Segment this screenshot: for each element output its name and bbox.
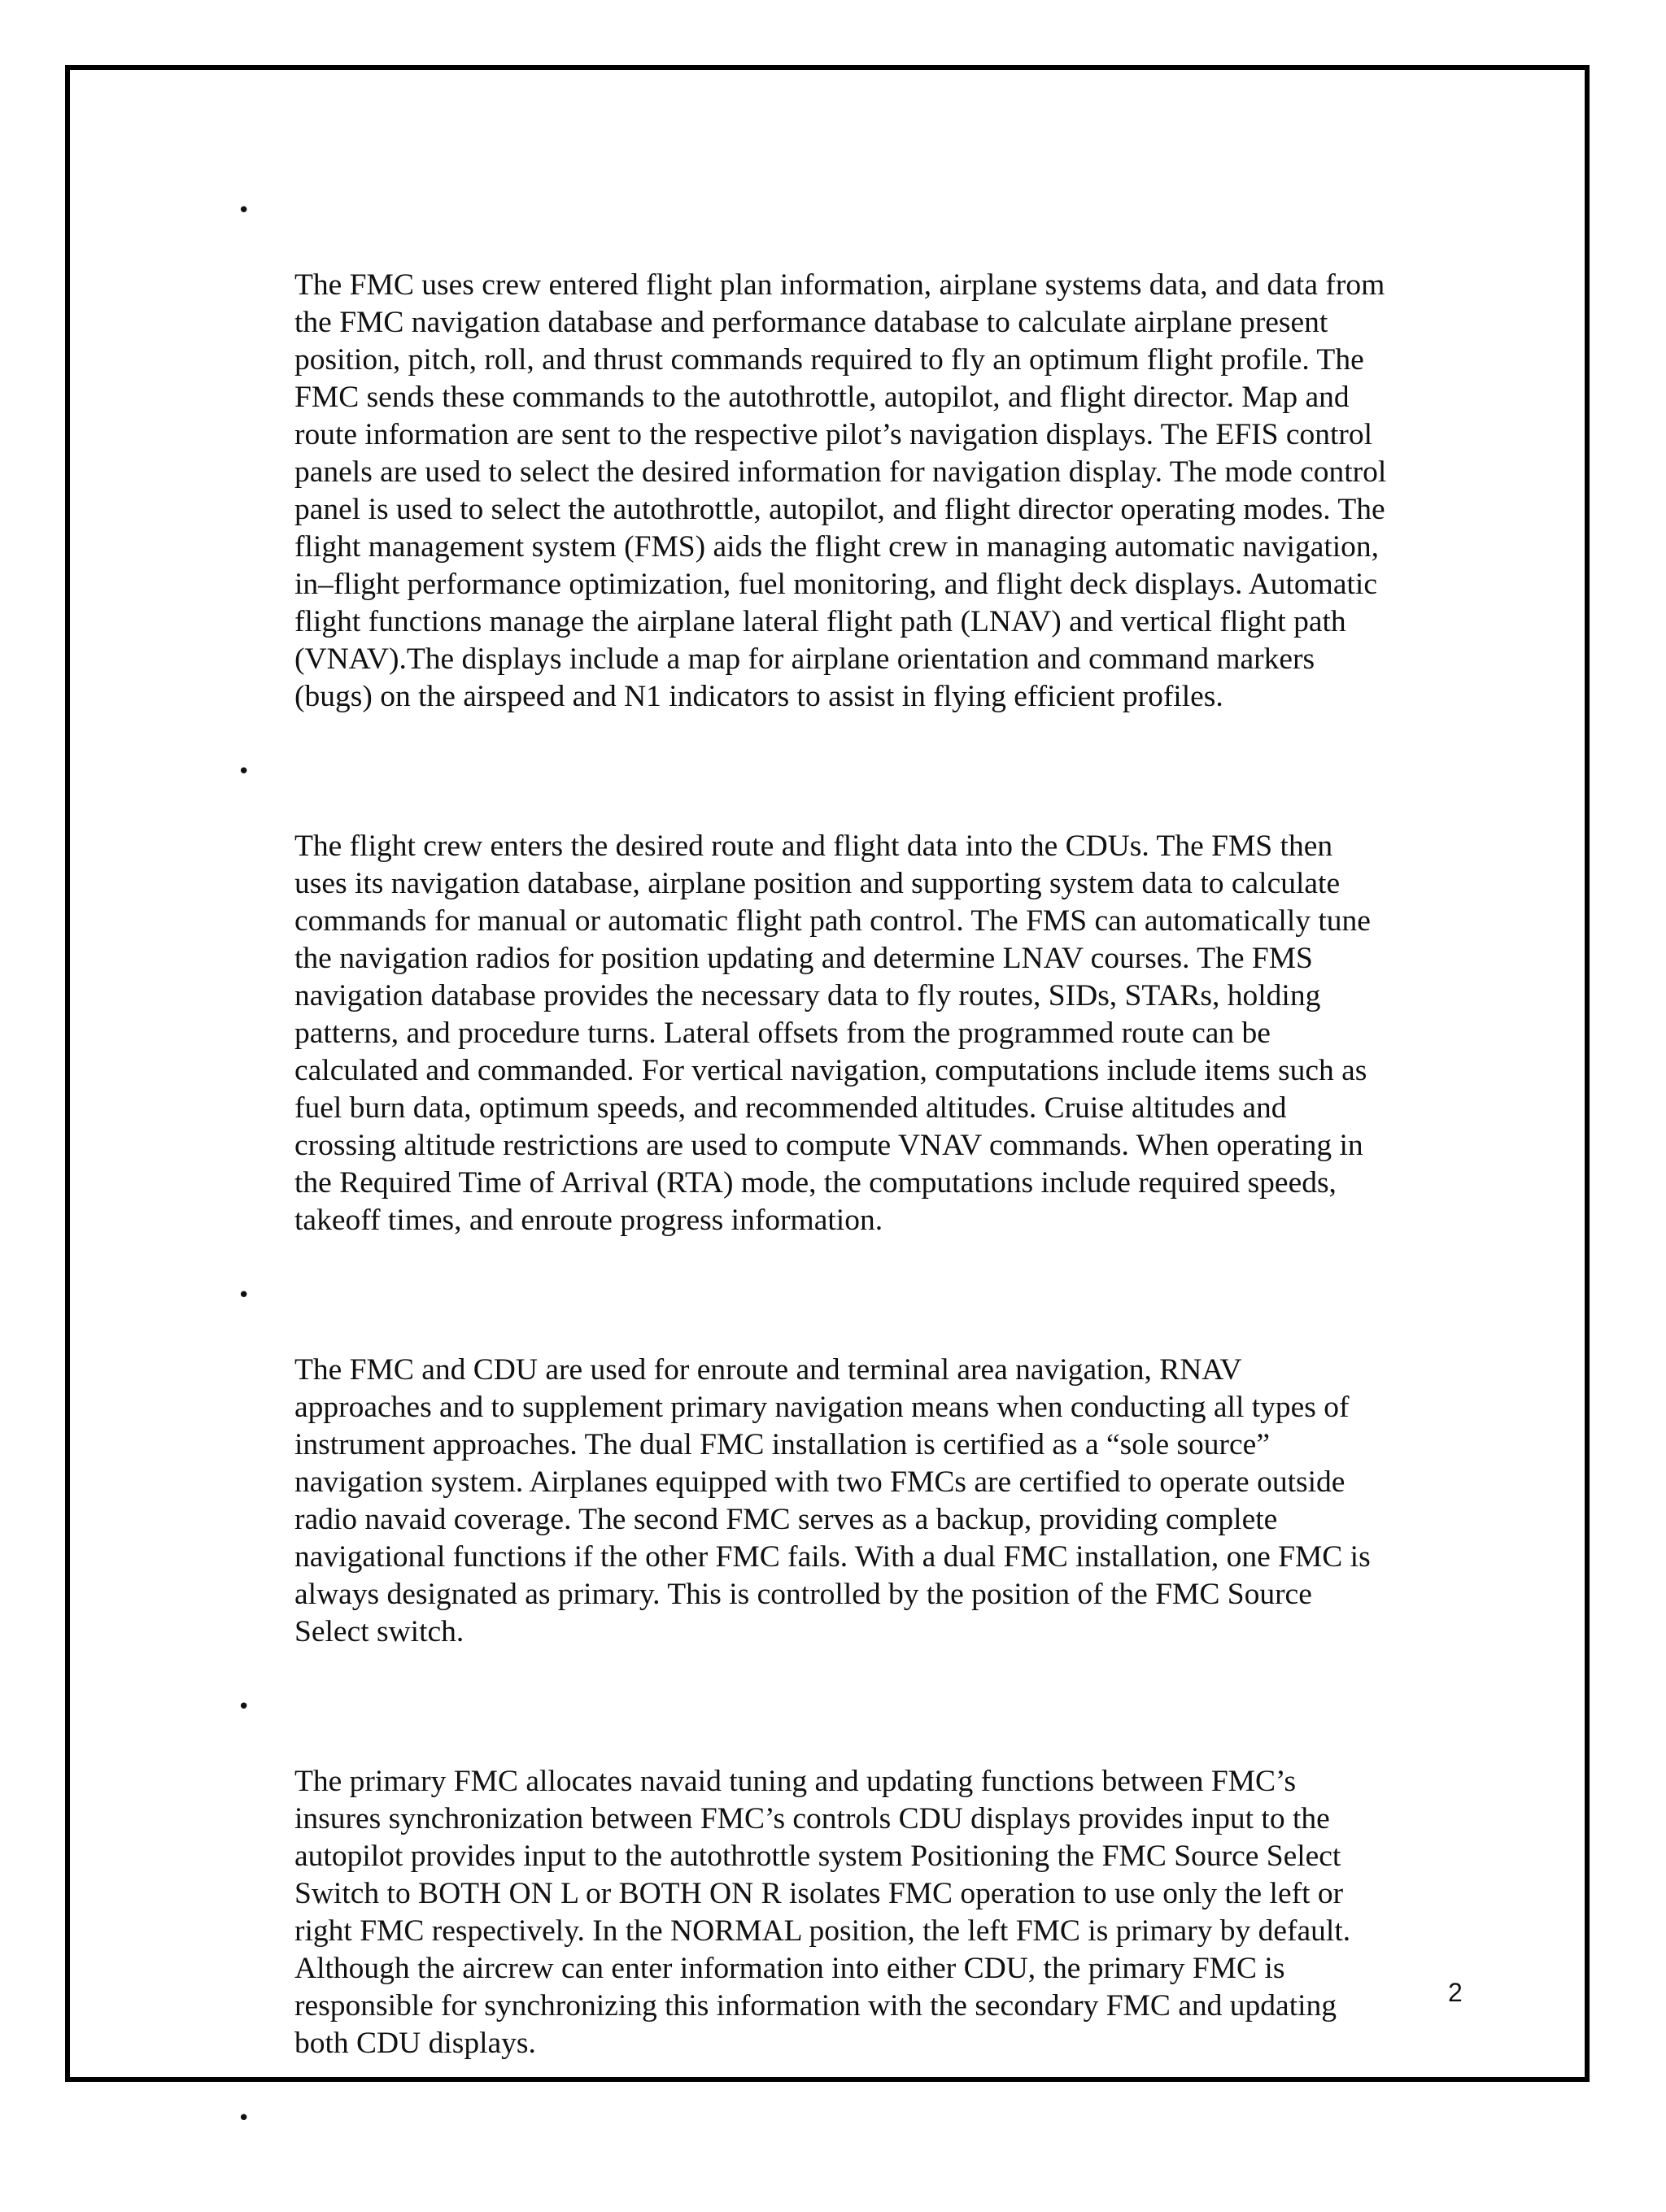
bullet-item-1	[238, 192, 1477, 753]
bullet-text: The flight crew enters the desired route and flight data into the CDUs. The FMS then uses its navigation database, airplane position and supporting system data to calculate commands for manual or automatic flight path control. The FMS can automatically tune the navigation radios for position updating and determine LNAV courses. The FMS navigation database provides the necessary data to fly routes, SIDs, STARs, holding patterns, and procedure turns. Lateral offsets from the programmed route can be calculated and commanded. For vertical navigation, computations include items such as fuel burn data, optimum speeds, and recommended altitudes. Cruise altitudes and crossing altitude restrictions are used to compute VNAV commands. When operating in the Required Time of Arrival (RTA) mode, the computations include required speeds, takeoff times, and enroute progress information.	[294, 830, 1371, 1237]
page-number: 2	[1448, 1978, 1463, 2007]
bullet-text: The FMC and CDU are used for enroute and terminal area navigation, RNAV approaches and to supplement primary navigation means when conducting all types of instrument approaches. The dual FMC installation is certified as a “sole source” navigation system. Airplanes equipped with two FMCs are certified to operate outside radio navaid coverage. The second FMC serves as a backup, providing complete navigational functions if the other FMC fails. With a dual FMC installation, one FMC is always designated as primary. This is controlled by the position of the FMC Source Select switch.	[294, 1353, 1371, 1648]
bullet-icon: •	[238, 1695, 251, 1719]
bullet-item-2	[238, 753, 1477, 1277]
bullet-icon: •	[238, 2106, 251, 2131]
bullet-icon: •	[238, 198, 251, 223]
bullet-item-4	[238, 1688, 1477, 2100]
document-body	[238, 192, 1477, 2137]
bullet-icon: •	[238, 1283, 251, 1308]
bullet-text: The primary FMC allocates navaid tuning and updating functions between FMC’s insures synchronization between FMC’s controls CDU displays provides input to the autopilot provides input to the autothrottle system Positioning the FMC Source Select Switch to BOTH ON L or BOTH ON R isolates FMC operation to use only the left or right FMC respectively. In the NORMAL position, the left FMC is primary by default. Although the aircrew can enter information into either CDU, the primary FMC is responsible for synchronizing this information with the secondary FMC and updating both CDU displays.	[294, 1765, 1351, 2060]
bullet-text: The FMC uses crew entered flight plan information, airplane systems data, and data from the FMC navigation database and performance database to calculate airplane present position, pitch, roll, and thrust commands required to fly an optimum flight profile. The FMC sends these commands to the autothrottle, autopilot, and flight director. Map and route information are sent to the respective pilot’s navigation displays. The EFIS control panels are used to select the desired information for navigation display. The mode control panel is used to select the autothrottle, autopilot, and flight director operating modes. The flight management system (FMS) aids the flight crew in managing automatic navigation, in–flight performance optimization, fuel monitoring, and flight deck displays. Automatic flight functions manage the airplane lateral flight path (LNAV) and vertical flight path (VNAV).The displays include a map for airplane orientation and command markers (bugs) on the airspeed and N1 indicators to assist in flying efficient profiles.	[294, 268, 1387, 713]
bullet-item-5	[238, 2100, 1477, 2137]
bullet-item-3	[238, 1277, 1477, 1688]
bullet-icon: •	[238, 760, 251, 784]
